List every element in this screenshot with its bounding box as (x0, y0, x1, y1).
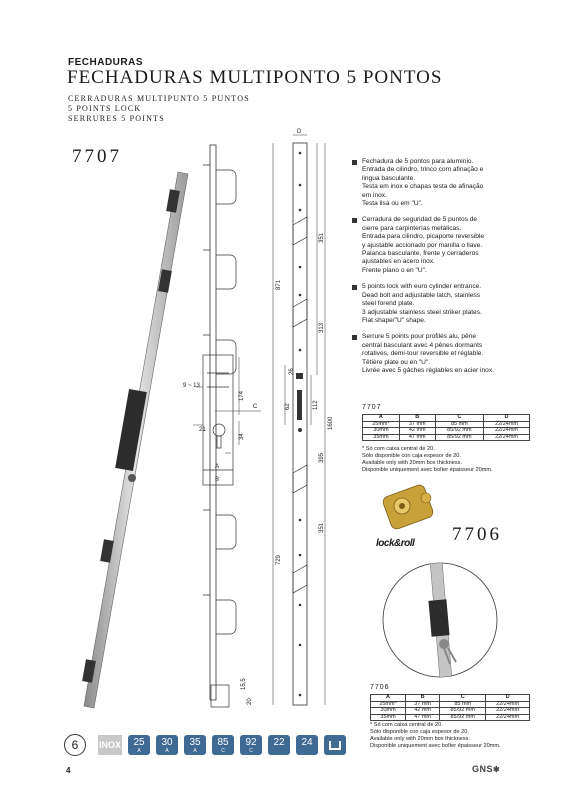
dim-20: 20 (247, 698, 253, 705)
chip-forend-24: 24 (296, 735, 318, 755)
table-row: 30mm 42 mm 85/92 mm 22/24mm (363, 428, 530, 435)
table-row: 35mm 47 mm 85/92 mm 22/24mm (371, 714, 530, 721)
technical-drawing (165, 125, 355, 715)
dim-871: 871 (276, 279, 282, 290)
notes-7706: * Só com caixa central de 20. Sólo disponible con caja espesor de 20. Available only with 20mm box thickness. Disponible uniquement avec boîter épaisseur 20mm. (370, 722, 501, 749)
subtitle-es: CERRADURAS MULTIPUNTO 5 PUNTOS (68, 94, 250, 103)
dim-d: D (297, 129, 302, 135)
chip-center-85: 85 C (212, 735, 234, 755)
table-row: 30mm 42 mm 85/92 mm 22/24mm (371, 708, 530, 715)
spec-table-7707: A B C D 25mm* 37 mm 85 mm 22/24mm 30mm 42 mm 85/92 mm 22/24mm 35mm 47 mm 85/92 mm 22/24mm (362, 414, 530, 441)
dim-21: 21 (199, 427, 206, 433)
chip-forend-22: 22 (268, 735, 290, 755)
gns-logo: GNS✱ (472, 764, 501, 774)
spec-table-7706: A B C D 25mm* 37 mm 85 mm 22/24mm 30mm 42 mm 85/92 mm 22/24mm 35mm 47 mm 85/92 mm 22/24mm (370, 694, 530, 721)
model-number-7706: 7706 (452, 524, 502, 545)
dim-913: 9 ~ 13 (183, 383, 200, 389)
subtitle-fr: SERRURES 5 POINTS (68, 114, 165, 123)
dim-155: 15,5 (241, 678, 247, 690)
dim-112: 112 (313, 400, 319, 410)
page-number: 4 (66, 766, 71, 775)
dim-351-bottom: 351 (319, 522, 325, 533)
label-c: C (253, 404, 258, 410)
chip-backset-35: 35 A (184, 735, 206, 755)
table-row: 25mm* 37 mm 85 mm 22/24mm (371, 701, 530, 708)
dim-313: 313 (319, 322, 325, 333)
subtitle-en: 5 POINTS LOCK (68, 104, 142, 113)
description-en: 5 points lock with euro cylinder entrance. Dead bolt and adjustable latch, stainless steel forend plate. 3 adjustable stainless steel striker plates. Flat shape/"U" shape. (352, 283, 532, 325)
table-row: 35mm 47 mm 85/92 mm 22/24mm (363, 434, 530, 441)
dim-395: 395 (319, 452, 325, 463)
dim-1600: 1600 (328, 416, 334, 430)
dim-34: 34 (239, 433, 245, 440)
label-b: B (215, 477, 220, 483)
description-list (352, 158, 532, 383)
dim-351-top: 351 (319, 232, 325, 243)
lock-and-roll-logo: lock&roll (376, 538, 415, 549)
description-es: Cerradura de seguridad de 5 puntos de cierre para carpinterías metálicas. Entrada para cilindro, picaporte reversible y ajustable accionado por manilla o llave. Palanca basculante, frente y cerraderos ajustables en acero inox. Frente plano o en "U". (352, 216, 532, 275)
u-shape-icon (324, 735, 346, 755)
inox-badge: INOX (98, 735, 122, 755)
table-7707-label: 7707 (362, 404, 382, 411)
table-row: 25mm* 37 mm 85 mm 22/24mm (363, 421, 530, 428)
chip-center-92: 92 C (240, 735, 262, 755)
points-count-badge: 6 (64, 734, 86, 756)
page-title: FECHADURAS MULTIPONTO 5 PONTOS (67, 67, 443, 88)
dim-62: 62 (285, 403, 291, 410)
description-pt: Fechadura de 5 pontos para alumínio. Entrada de cilindro, trinco com afinação e lingua basculante. Testa em inox e chapas testa de afinação em inox. Testa lisa ou em "U". (352, 158, 532, 208)
dim-174: 174 (239, 390, 245, 401)
chip-backset-30: 30 A (156, 735, 178, 755)
notes-7707: * Só com caixa central de 20. Sólo disponible con caja espesor de 20. Available only with 20mm box thickness. Disponible uniquement avec boîter épaisseur 20mm. (362, 446, 493, 473)
section-kicker: FECHADURAS (68, 57, 143, 68)
model-number-7707: 7707 (72, 146, 122, 167)
description-fr: Serrure 5 points pour profilés alu, pêne central basculant avec 4 pênes dormants rotatives, demi-tour reversible et réglable. Têtière plate ou en "U". Livrée avec 5 gâches réglables en acier inox. (352, 333, 532, 375)
table-7706-label: 7706 (370, 684, 390, 691)
dim-729: 729 (276, 554, 282, 565)
star-icon: ✱ (493, 765, 501, 774)
label-a: A (215, 464, 220, 470)
dim-26: 26 (289, 368, 295, 375)
chip-backset-25: 25 A (128, 735, 150, 755)
lock-7706-detail (370, 560, 510, 680)
